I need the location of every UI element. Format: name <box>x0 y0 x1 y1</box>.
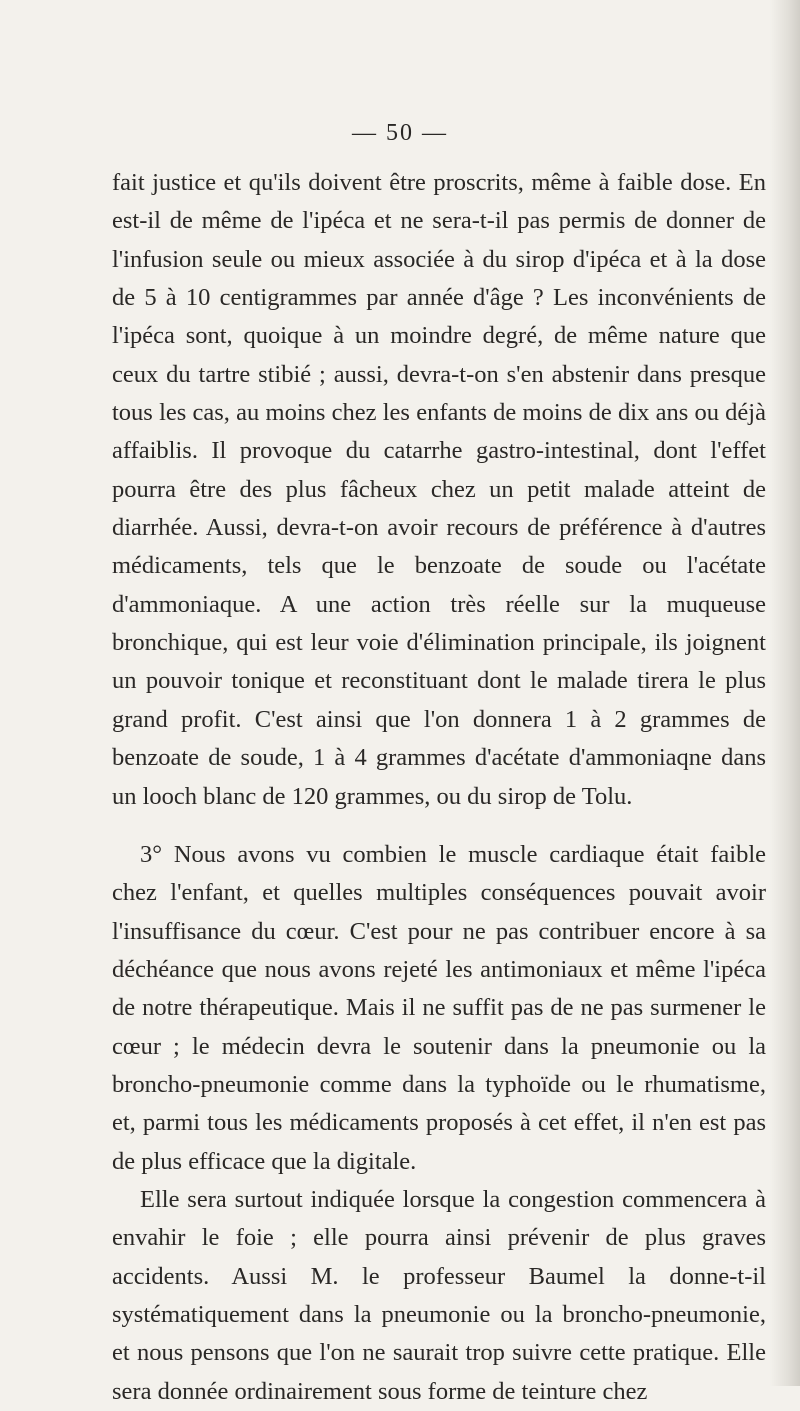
page-edge-shadow <box>770 0 800 1386</box>
paragraph-digitale: Elle sera surtout indiquée lorsque la congestion commencera à envahir le foie ; elle pourra ainsi prévenir de plus graves accidents. Aussi M. le professeur Baumel la donne-t-il systématiquement dans la pneumonie ou la broncho-pneumonie, et nous pensons que l'on ne saurait trop suivre cette pratique. Elle sera donnée ordinairement sous forme de teinture chez <box>112 1185 766 1405</box>
paragraph-continuation: fait justice et qu'ils doivent être proscrits, même à faible dose. En est-il de même de l'ipéca et ne sera-t-il pas permis de donner de l'infusion seule ou mieux associée à du sirop d'ipéca et à la dose de 5 à 10 centigrammes par année d'âge ? Les inconvénients de l'ipéca sont, quoique à un moindre degré, de même nature que ceux du tartre stibié ; aussi, devra-t-on s'en abstenir dans presque tous les cas, au moins chez les enfants de moins de dix ans ou déjà affaiblis. Il provoque du catarrhe gastro-intestinal, dont l'effet pourra être des plus fâcheux chez un petit malade atteint de diarrhée. Aussi, devra-t-on avoir recours de préférence à d'autres médicaments, tels que le benzoate de soude ou l'acétate d'ammoniaque. A une action très réelle sur la muqueuse bronchique, qui est leur voie d'élimination principale, ils joignent un pouvoir tonique et reconstituant dont le malade tirera le plus grand profit. C'est ainsi que l'on donnera 1 à 2 grammes de benzoate de soude, 1 à 4 grammes d'acétate d'ammoniaqne dans un looch blanc de 120 grammes, ou du sirop de Tolu. <box>112 169 766 810</box>
paragraph-point-3: 3° Nous avons vu combien le muscle cardiaque était faible chez l'enfant, et quelles multiples conséquences pouvait avoir l'insuffisance du cœur. C'est pour ne pas contribuer encore à sa déchéance que nous avons rejeté les antimoniaux et même l'ipéca de notre thérapeutique. Mais il ne suffit pas de ne pas surmener le cœur ; le médecin devra le soutenir dans la pneumonie ou la broncho-pneumonie comme dans la typhoïde ou le rhumatisme, et, parmi tous les médicaments proposés à cet effet, il n'en est pas de plus efficace que la digitale. <box>112 840 766 1175</box>
page-body <box>112 164 766 1411</box>
page-number: — 50 — <box>352 120 448 146</box>
